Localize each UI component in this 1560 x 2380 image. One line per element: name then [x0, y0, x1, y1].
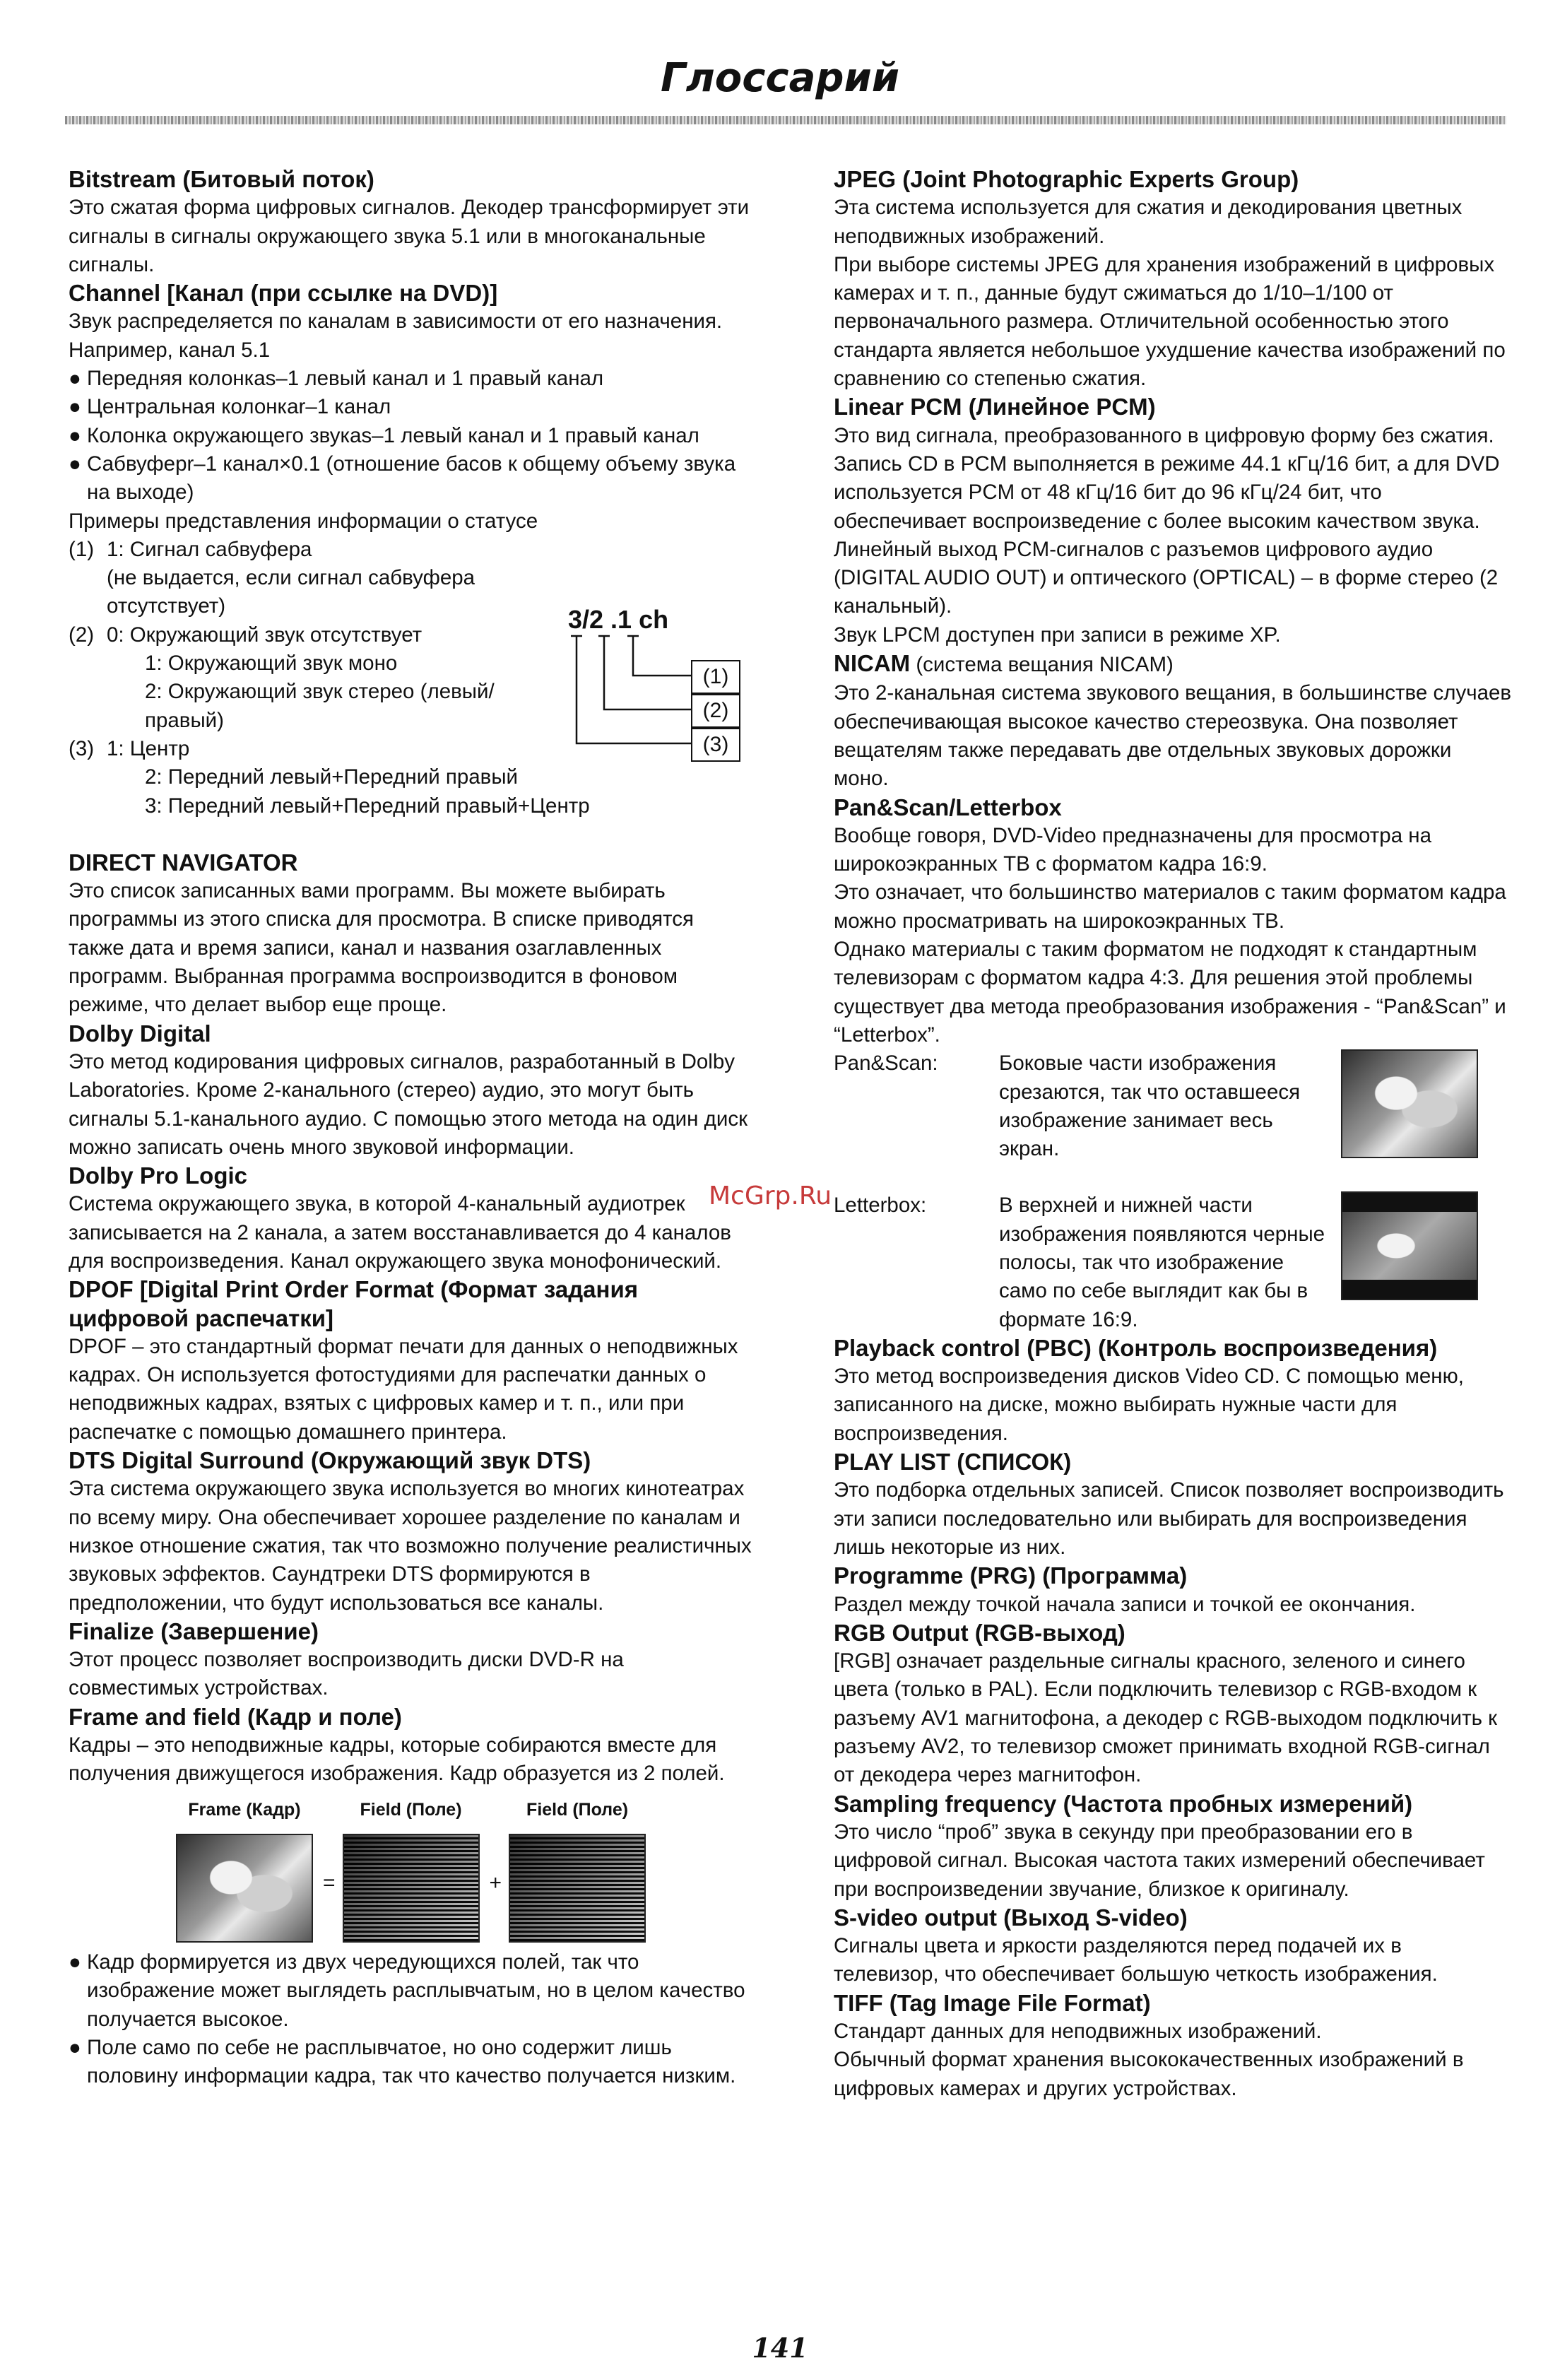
term-heading: PLAY LIST (СПИСОК)	[834, 1449, 1072, 1475]
term-definition: Звук LPCM доступен при записи в режиме XP.	[834, 623, 1281, 647]
term-heading: RGB Output (RGB-выход)	[834, 1619, 1125, 1646]
channel-diagram	[565, 605, 749, 767]
equals-sign: =	[323, 1871, 336, 1895]
entry-jpeg	[834, 165, 1512, 393]
term-definition: Раздел между точкой начала записи и точкой ее окончания.	[834, 1592, 1416, 1616]
term-definition: Этот процесс позволяет воспроизводить диски DVD-R на совместимых устройствах.	[69, 1648, 624, 1700]
bullet-item: ● Поле само по себе не расплывчатое, но оно содержит лишь половину информации кадра, так что качество получается низким.	[69, 2035, 736, 2088]
diagram-box-3: (3)	[691, 728, 740, 762]
entry-linear-pcm	[834, 393, 1512, 649]
term-heading: DTS Digital Surround (Окружающий звук DTS)	[69, 1447, 591, 1474]
letterbox-image	[1341, 1191, 1478, 1300]
term-definition: Это сжатая форма цифровых сигналов. Декодер трансформирует эти сигналы в сигналы окружающего звука 5.1 или в многоканальные сигналы.	[69, 196, 750, 276]
term-definition: Это метод кодирования цифровых сигналов, разработанный в Dolby Laboratories. Кроме 2-канального (стерео) аудио, это могут быть сигналы 5.1-канального аудио. С помощью этого метода на один диск можно записать очень много звуковой информации.	[69, 1049, 748, 1159]
term-definition: Это список записанных вами программ. Вы можете выбирать программы из этого списка для просмотра. В списке приводятся также дата и время записи, канал и названия озаглавленных программ. Выбранная программа воспроизводится в фоновом режиме, что делает выбор еще проще.	[69, 879, 694, 1017]
plus-sign: +	[489, 1871, 502, 1895]
entry-dts	[69, 1447, 754, 1618]
term-heading: Dolby Digital	[69, 1020, 211, 1047]
diagram-box-2: (2)	[691, 694, 740, 728]
entry-pbc	[834, 1334, 1512, 1448]
field-image	[343, 1834, 480, 1943]
term-definition: Однако материалы с таким форматом не подходят к стандартным телевизорам с форматом кадра 4:3. Для решения этой проблемы существует два метода преобразования изображения - “Pan&Scan” и “Letterbox”.	[834, 938, 1506, 1047]
term-definition: При выборе системы JPEG для хранения изображений в цифровых камерах и т. п., данные будут сжиматься до 1/10–1/100 от первоначального размера. Отличительной особенностью этого стандарта является небольшое ухудшение качества изображений по сравнению со степенью сжатия.	[834, 252, 1506, 391]
right-column	[834, 165, 1512, 2103]
bullet-item: ● Передняя колонкаs–1 левый канал и 1 правый канал	[69, 367, 604, 391]
term-heading: TIFF (Tag Image File Format)	[834, 1989, 1151, 2016]
term-definition: Это метод воспроизведения дисков Video CD. С помощью меню, записанного на диске, можно выбирать нужные части для воспроизведения.	[834, 1365, 1464, 1445]
term-definition: Обычный формат хранения высококачественных изображений в цифровых камерах и других устройствах.	[834, 2048, 1464, 2100]
term-definition: Это подборка отдельных записей. Список позволяет воспроизводить эти записи последовательно или выбирать для воспроизведения лишь некоторые из них.	[834, 1478, 1504, 1559]
figure-frame: Frame (Кадр)	[176, 1796, 313, 1943]
pan-scan-image	[1341, 1049, 1478, 1158]
term-definition: [RGB] означает раздельные сигналы красного, зеленого и синего цвета (только в PAL). Если подключить телевизор с RGB-входом к разъему AV1 магнитофона, а декодер с RGB-выходом подключить к разъему AV2, то телевизор сможет принимать входной RGB-сигнал от декодера через магнитофон.	[834, 1649, 1498, 1787]
bullet-item: ● Кадр формируется из двух чередующихся полей, так что изображение может выглядеть расплывчатым, но в целом качество получается высокое.	[69, 1950, 745, 2031]
term-definition: Кадры – это неподвижные кадры, которые собираются вместе для получения движущегося изображения. Кадр образуется из 2 полей.	[69, 1733, 725, 1786]
term-heading: Channel [Канал (при ссылке на DVD)]	[69, 280, 498, 307]
term-heading: DIRECT NAVIGATOR	[69, 849, 298, 876]
term-heading: Dolby Pro Logic	[69, 1162, 248, 1189]
example-text: Например, канал 5.1	[69, 338, 271, 362]
term-heading: Sampling frequency (Частота пробных измерений)	[834, 1790, 1413, 1817]
bullet-item: ● Колонка окружающего звукаs–1 левый канал и 1 правый канал	[69, 423, 699, 447]
bullet-item: ● Центральная колонкаr–1 канал	[69, 395, 391, 419]
term-definition: Это 2-канальная система звукового вещания, в большинстве случаев обеспечивающая высокое качество стереозвука. Она позволяет вещателям также передавать две отдельных звуковых дорожки моно.	[834, 681, 1512, 791]
entry-sampling	[834, 1790, 1512, 1904]
term-heading: NICAM (система вещания NICAM)	[834, 650, 1174, 677]
term-definition: Линейный выход PCM-сигналов с разъемов цифрового аудио (DIGITAL AUDIO OUT) и оптического (OPTICAL) – в форме стерео (2 канальный).	[834, 537, 1499, 618]
term-heading: JPEG (Joint Photographic Experts Group)	[834, 166, 1299, 192]
term-heading: Bitstream (Битовый поток)	[69, 166, 374, 192]
entry-play-list	[834, 1448, 1512, 1562]
entry-frame-field	[69, 1703, 754, 2091]
entry-svideo	[834, 1904, 1512, 1989]
term-definition: Это число “проб” звука в секунду при преобразовании его в цифровой сигнал. Высокая частота таких измерений обеспечивает при воспроизведении звучание, близкое к оригиналу.	[834, 1820, 1485, 1901]
term-heading: Finalize (Завершение)	[69, 1618, 319, 1644]
entry-nicam	[834, 649, 1512, 793]
term-heading: Pan&Scan/Letterbox	[834, 794, 1062, 820]
status-intro: Примеры представления информации о статусе	[69, 509, 538, 533]
entry-dolby-digital	[69, 1020, 754, 1162]
watermark: McGrp.Ru	[709, 1182, 832, 1210]
status-example-3: (3) 1: Центр 2: Передний левый+Передний правый 3: Передний левый+Передний правый+Центр	[69, 736, 590, 818]
letterbox-row: Letterbox: В верхней и нижней части изображения появляются черные полосы, так что изображение само по себе выглядит как бы в формате 16:9.	[834, 1191, 1512, 1333]
left-column	[69, 165, 754, 2090]
term-definition: Это вид сигнала, преобразованного в цифровую форму без сжатия. Запись CD в PCM выполняется в режиме 44.1 кГц/16 бит, а для DVD используется PCM от 48 кГц/16 бит до 96 кГц/24 бит, что обеспечивает воспроизведение с более высоким качеством звука.	[834, 423, 1500, 533]
pan-scan-row: Pan&Scan: Боковые части изображения срезаются, так что оставшееся изображение занимает весь экран.	[834, 1049, 1512, 1163]
term-definition: Стандарт данных для неподвижных изображений.	[834, 2020, 1322, 2043]
term-definition: Звук распределяется по каналам в зависимости от его назначения.	[69, 310, 723, 334]
field-image	[509, 1834, 646, 1943]
status-example-1: (1) 1: Сигнал сабвуфера (не выдается, если сигнал сабвуфера отсутствует)	[69, 537, 475, 618]
term-heading: S-video output (Выход S-video)	[834, 1904, 1188, 1931]
channel-diagram-label: 3/2 .1 ch	[568, 605, 669, 634]
entry-rgb	[834, 1619, 1512, 1790]
term-definition: Эта система окружающего звука используется во многих кинотеатрах по всему миру. Она обеспечивает хорошее разделение по каналам и низкое отношение сжатия, так что возможно получение реалистичных звуковых эффектов. Саундтреки DTS формируются в предположении, что будут использоваться все каналы.	[69, 1477, 752, 1615]
term-heading: Programme (PRG) (Программа)	[834, 1562, 1188, 1589]
term-definition: Вообще говоря, DVD-Video предназначены для просмотра на широкоэкранных ТВ с форматом кадра 16:9.	[834, 823, 1432, 876]
diagram-box-1: (1)	[691, 660, 740, 694]
figure-field-1: Field (Поле)	[343, 1796, 480, 1943]
bullet-item: ● Сабвуферr–1 канал×0.1 (отношение басов к общему объему звука на выходе)	[69, 452, 736, 505]
term-definition: Эта система используется для сжатия и декодирования цветных неподвижных изображений.	[834, 196, 1462, 248]
entry-finalize	[69, 1618, 754, 1703]
entry-pan-scan	[834, 794, 1512, 1334]
entry-dpof	[69, 1276, 754, 1447]
term-definition: DPOF – это стандартный формат печати для данных о неподвижных кадрах. Он используется фотостудиями для распечатки данных о неподвижных кадрах, взятых с цифровых камер и т. п., или при распечатке с помощью домашнего принтера.	[69, 1334, 738, 1444]
entry-programme	[834, 1562, 1512, 1619]
term-heading: Playback control (PBC) (Контроль воспроизведения)	[834, 1334, 1438, 1361]
page-title: Глоссарий	[661, 55, 899, 101]
frame-field-figure	[69, 1796, 754, 1943]
entry-dolby-pro-logic	[69, 1162, 754, 1276]
entry-tiff	[834, 1989, 1512, 2103]
title-rule	[65, 116, 1506, 124]
term-heading: Linear PCM (Линейное PCM)	[834, 394, 1156, 420]
term-heading: Frame and field (Кадр и поле)	[69, 1703, 402, 1730]
term-definition: Сигналы цвета и яркости разделяются перед подачей их в телевизор, что обеспечивает большую четкость изображения.	[834, 1934, 1438, 1986]
status-example-2: (2) 0: Окружающий звук отсутствует 1: Окружающий звук моно 2: Окружающий звук стерео (левый/правый)	[69, 623, 495, 732]
entry-bitstream	[69, 165, 754, 279]
term-definition: Система окружающего звука, в которой 4-канальный аудиотрек записывается на 2 канала, а затем восстанавливается до 4 каналов для воспроизведения. Канал окружающего звука монофонический.	[69, 1192, 731, 1273]
page-number: 141	[752, 2332, 808, 2364]
frame-image	[176, 1834, 313, 1943]
term-definition: Это означает, что большинство материалов с таким форматом кадра можно просматривать на широкоэкранных ТВ.	[834, 880, 1506, 933]
entry-direct-navigator	[69, 849, 754, 1020]
figure-field-2: Field (Поле)	[509, 1796, 646, 1943]
term-heading: DPOF [Digital Print Order Format (Формат задания цифровой распечатки]	[69, 1276, 639, 1331]
